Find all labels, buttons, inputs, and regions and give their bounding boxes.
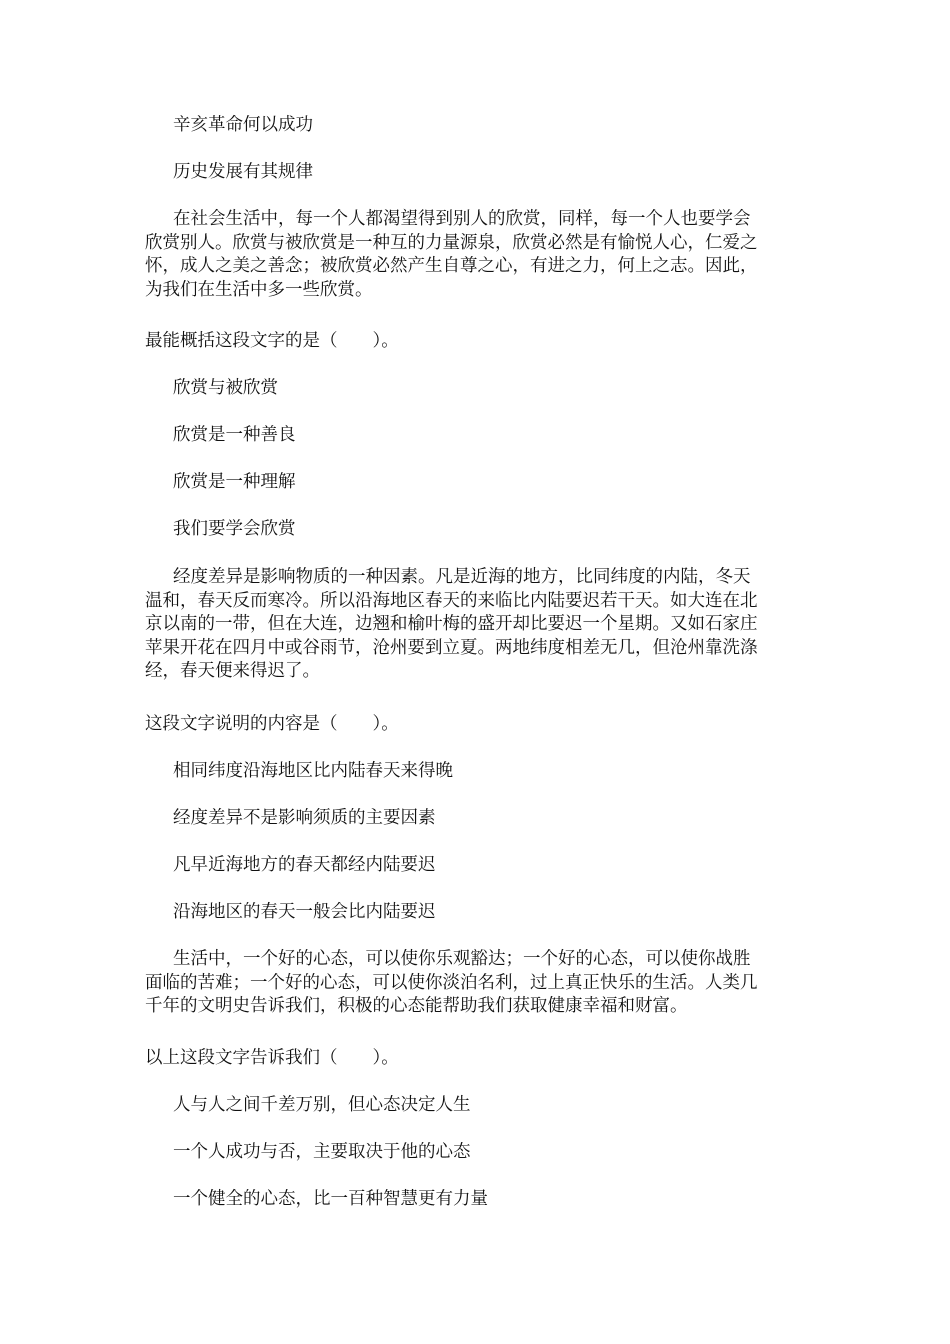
option-text: 辛亥革命何以成功 [173, 115, 313, 135]
passage-line: 欣赏别人。欣赏与被欣赏是一种互的力量源泉，欣赏必然是有愉悦人心，仁爱之 [145, 232, 758, 253]
question-1: 最能概括这段文字的是（ ）。 [145, 331, 399, 351]
question-2-option-b: 经度差异不是影响须质的主要因素 [173, 808, 436, 828]
question-2-option-d: 沿海地区的春天一般会比内陆要迟 [173, 902, 436, 922]
passage-2 [145, 566, 815, 684]
passage-line: 温和，春天反而寒冷。所以沿海地区春天的来临比内陆要迟若干天。如大连在北 [145, 590, 758, 611]
passage-line: 生活中，一个好的心态，可以使你乐观豁达；一个好的心态，可以使你战胜 [173, 949, 751, 969]
passage-line: 经，春天便来得迟了。 [145, 661, 320, 681]
question-2-option-a: 相同纬度沿海地区比内陆春天来得晚 [173, 761, 453, 781]
passage-line: 苹果开花在四月中或谷雨节，沧州要到立夏。两地纬度相差无几，但沧州靠洗涤 [145, 637, 758, 658]
question-2-option-c: 凡早近海地方的春天都经内陆要迟 [173, 855, 436, 875]
passage-line: 为我们在生活中多一些欣赏。 [145, 279, 373, 300]
passage-line: 在社会生活中，每一个人都渴望得到别人的欣赏，同样，每一个人也要学会 [173, 209, 751, 229]
question-2: 这段文字说明的内容是（ ）。 [145, 714, 399, 734]
passage-3 [145, 948, 815, 1019]
question-3-option-c: 一个健全的心态，比一百种智慧更有力量 [173, 1189, 488, 1209]
question-1-option-d: 我们要学会欣赏 [173, 519, 296, 539]
question-1-option-b: 欣赏是一种善良 [173, 425, 296, 445]
question-3-option-a: 人与人之间千差万别，但心态决定人生 [173, 1095, 471, 1115]
question-3-option-b: 一个人成功与否，主要取决于他的心态 [173, 1142, 471, 1162]
passage-line: 怀，成人之美之善念；被欣赏必然产生自尊之心，有进之力，何上之志。因此， [145, 256, 758, 276]
passage-1 [145, 208, 815, 302]
passage-line: 经度差异是影响物质的一种因素。凡是近海的地方，比同纬度的内陆，冬天 [173, 567, 751, 587]
passage-line: 面临的苦难；一个好的心态，可以使你淡泊名利，过上真正快乐的生活。人类几 [145, 972, 758, 993]
question-1-option-c: 欣赏是一种理解 [173, 472, 296, 492]
passage-line: 千年的文明史告诉我们，积极的心态能帮助我们获取健康幸福和财富。 [145, 996, 688, 1016]
option-text: 历史发展有其规律 [173, 162, 313, 182]
question-3: 以上这段文字告诉我们（ ）。 [145, 1048, 399, 1068]
question-1-option-a: 欣赏与被欣赏 [173, 378, 278, 398]
passage-line: 京以南的一带，但在大连，边翘和榆叶梅的盛开却比要迟一个星期。又如石家庄 [145, 614, 758, 634]
